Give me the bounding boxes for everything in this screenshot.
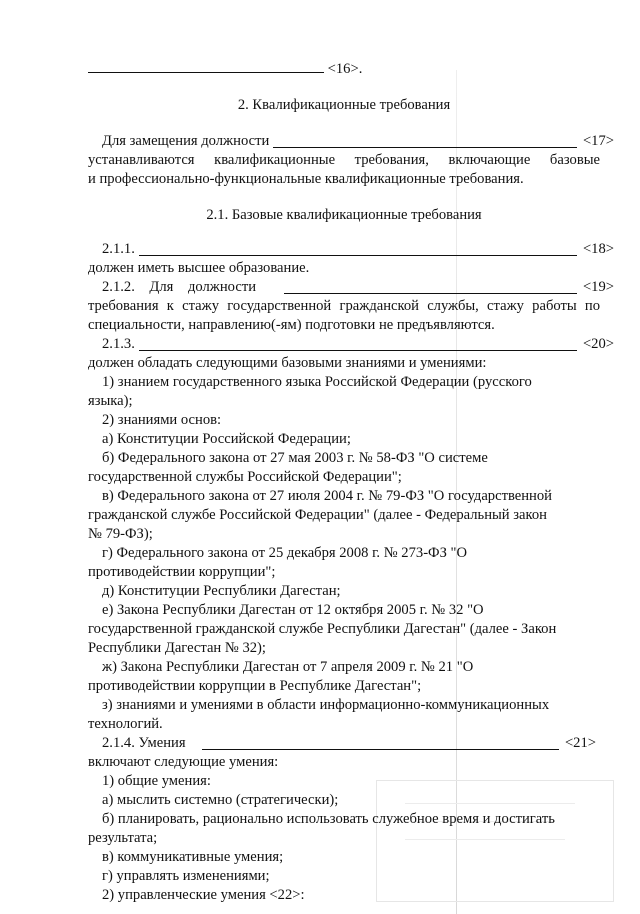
text-line: государственной гражданской службе Республики Дагестан" (далее - Закон — [88, 621, 557, 637]
text-line: 2) знаниями основ: — [102, 412, 222, 428]
line-16: <16>. — [88, 58, 600, 79]
blank-field — [88, 58, 324, 73]
section-title-2: 2. Квалификационные требования — [237, 97, 451, 113]
text-line: 2) управленческие умения <22>: — [102, 887, 305, 903]
text-line: специальности, направлению(-ям) подготовки не предъявляются. — [88, 317, 495, 333]
text-line: б) Федерального закона от 27 мая 2003 г. № 58-ФЗ "О системе — [102, 450, 488, 466]
text-line: 1) знанием государственного языка Российской Федерации (русского — [102, 374, 532, 390]
text-line: Республики Дагестан № 32); — [88, 640, 266, 656]
text-line: включают следующие умения: — [88, 754, 279, 770]
text-line: г) Федерального закона от 25 декабря 2008 г. № 273-ФЗ "О — [102, 545, 468, 561]
blank-field — [273, 146, 577, 148]
text-line: языка); — [88, 393, 133, 409]
text-line: а) мыслить системно (стратегически); — [102, 792, 339, 808]
line-20: 2.1.3. <20> — [102, 336, 614, 352]
line-18: 2.1.1. <18> — [102, 241, 614, 257]
text-line: и профессионально-функциональные квалификационные требования. — [88, 171, 524, 187]
line-19: 2.1.2. Для должности <19> — [102, 279, 614, 295]
text-line: должен иметь высшее образование. — [88, 260, 310, 276]
text-line: б) планировать, рационально использовать служебное время и достигать — [102, 811, 555, 827]
text-line: устанавливаются квалификационные требования, включающие базовые — [88, 152, 600, 168]
blank-field — [284, 292, 577, 294]
text-line: гражданской службе Российской Федерации" (далее - Федеральный закон — [88, 507, 547, 523]
text-line: должен обладать следующими базовыми знаниями и умениями: — [88, 355, 487, 371]
text-line: противодействии коррупции"; — [88, 564, 276, 580]
text-line: е) Закона Республики Дагестан от 12 октября 2005 г. № 32 "О — [102, 602, 484, 618]
text-line: результата; — [88, 830, 158, 846]
section-title-2-1: 2.1. Базовые квалификационные требования — [206, 207, 482, 223]
text-line: в) Федерального закона от 27 июля 2004 г. № 79-ФЗ "О государственной — [102, 488, 552, 504]
text-line: в) коммуникативные умения; — [102, 849, 284, 865]
text-line: технологий. — [88, 716, 163, 732]
text-line: д) Конституции Республики Дагестан; — [102, 583, 341, 599]
text-line: государственной службы Российской Федерации"; — [88, 469, 402, 485]
line-17: Для замещения должности <17> — [102, 133, 614, 149]
text-line: № 79-ФЗ); — [88, 526, 153, 542]
line-21: 2.1.4. Умения <21> — [102, 735, 596, 751]
blank-field — [202, 748, 559, 750]
text-line: противодействии коррупции в Республике Дагестан"; — [88, 678, 422, 694]
text-line: г) управлять изменениями; — [102, 868, 270, 884]
blank-field — [139, 254, 577, 256]
text-line: требования к стажу государственной гражданской службы, стажу работы по — [88, 298, 600, 314]
text-line: 1) общие умения: — [102, 773, 211, 789]
text-line: ж) Закона Республики Дагестан от 7 апреля 2009 г. № 21 "О — [102, 659, 474, 675]
text-line: з) знаниями и умениями в области информационно-коммуникационных — [102, 697, 550, 713]
blank-field — [139, 349, 577, 351]
text-line: а) Конституции Российской Федерации; — [102, 431, 351, 447]
